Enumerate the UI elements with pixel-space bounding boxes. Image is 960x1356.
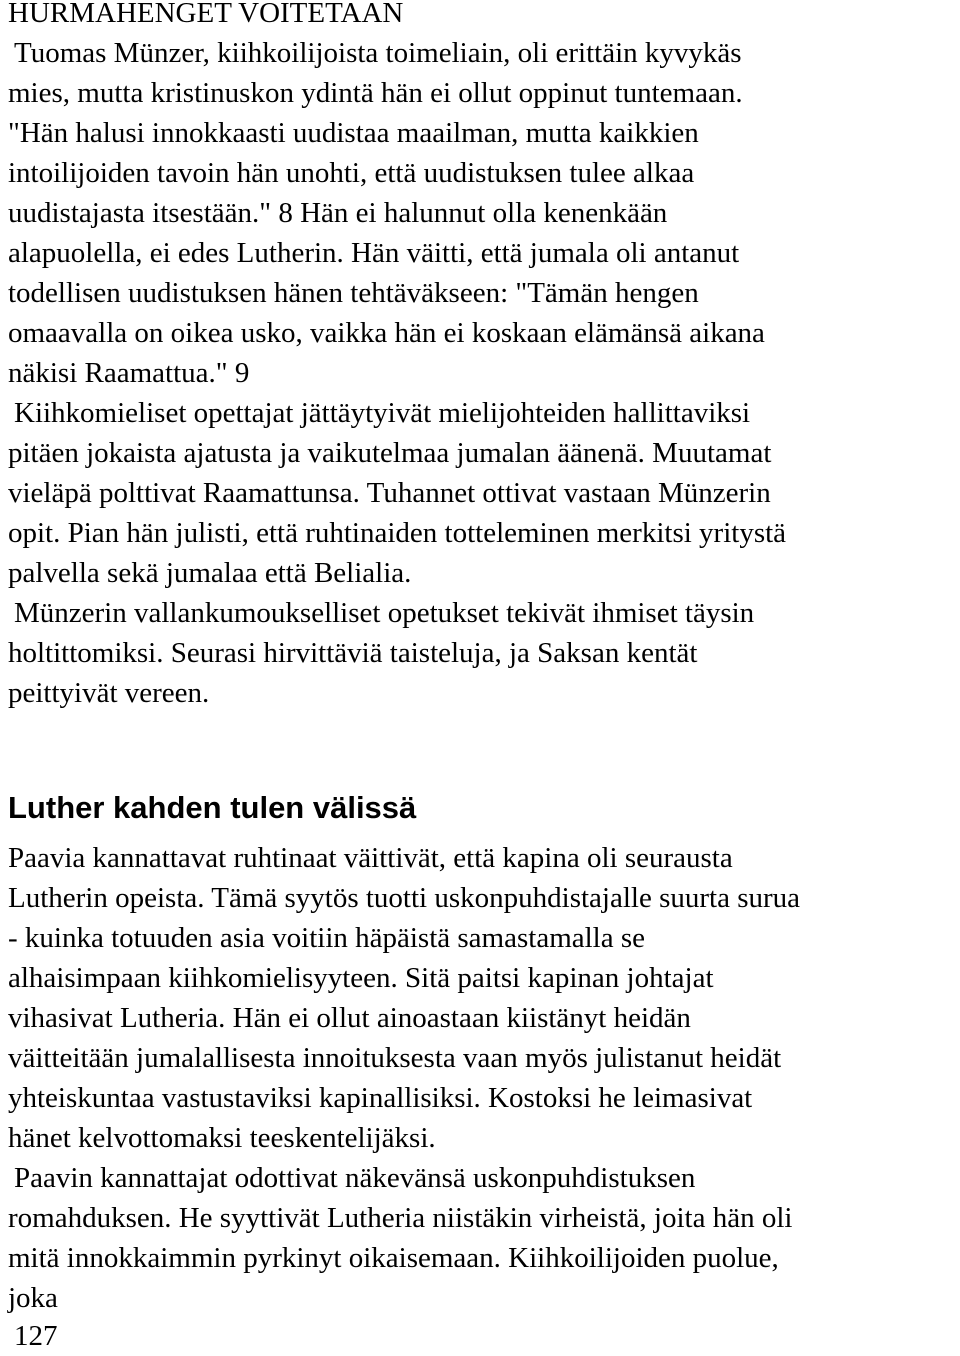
text-line: - kuinka totuuden asia voitiin häpäistä samastamalla se [8, 922, 646, 954]
text-line: "Hän halusi innokkaasti uudistaa maailman, mutta kaikkien [8, 117, 699, 149]
text-line: Tuomas Münzer, kiihkoilijoista toimeliain, oli erittäin kyvykäs [14, 37, 742, 69]
text-line: opit. Pian hän julisti, että ruhtinaiden totteleminen merkitsi yritystä [8, 517, 787, 549]
text-line: hänet kelvottomaksi teeskentelijäksi. [8, 1122, 436, 1154]
text-line: joka [8, 1282, 58, 1314]
text-line: alapuolella, ei edes Lutherin. Hän väitti, että jumala oli antanut [8, 237, 740, 269]
text-line: peittyivät vereen. [8, 677, 210, 709]
section-heading: Luther kahden tulen välissä [8, 790, 417, 825]
text-line: Paavin kannattajat odottivat näkevänsä uskonpuhdistuksen [14, 1162, 696, 1194]
text-line: omaavalla on oikea usko, vaikka hän ei koskaan elämänsä aikana [8, 317, 765, 349]
text-line: mies, mutta kristinuskon ydintä hän ei ollut oppinut tuntemaan. [8, 77, 743, 109]
text-line: vieläpä polttivat Raamattunsa. Tuhannet ottivat vastaan Münzerin [8, 477, 771, 509]
section-title: HURMAHENGET VOITETAAN [8, 0, 404, 29]
text-line: holtittomiksi. Seurasi hirvittäviä taisteluja, ja Saksan kentät [8, 637, 698, 669]
text-line: uudistajasta itsestään." 8 Hän ei halunnut olla kenenkään [8, 197, 668, 229]
text-line: Paavia kannattavat ruhtinaat väittivät, että kapina oli seurausta [8, 842, 733, 874]
text-line: pitäen jokaista ajatusta ja vaikutelmaa jumalan äänenä. Muutamat [8, 437, 772, 469]
text-line: Münzerin vallankumoukselliset opetukset tekivät ihmiset täysin [14, 597, 755, 629]
text-line: Kiihkomieliset opettajat jättäytyivät mielijohteiden hallittaviksi [14, 397, 751, 429]
text-line: näkisi Raamattua." 9 [8, 357, 250, 389]
text-line: Lutherin opeista. Tämä syytös tuotti uskonpuhdistajalle suurta surua [8, 882, 801, 914]
text-line: romahduksen. He syyttivät Lutheria niistäkin virheistä, joita hän oli [8, 1202, 793, 1234]
text-line: yhteiskuntaa vastustaviksi kapinallisiksi. Kostoksi he leimasivat [8, 1082, 753, 1114]
text-line: intoilijoiden tavoin hän unohti, että uudistuksen tulee alkaa [8, 157, 695, 189]
text-line: väitteitään jumalallisesta innoituksesta vaan myös julistanut heidät [8, 1042, 782, 1074]
page-number: 127 [14, 1320, 58, 1352]
text-line: vihasivat Lutheria. Hän ei ollut ainoastaan kiistänyt heidän [8, 1002, 691, 1034]
text-line: alhaisimpaan kiihkomielisyyteen. Sitä paitsi kapinan johtajat [8, 962, 714, 994]
text-line: todellisen uudistuksen hänen tehtäväkseen: "Tämän hengen [8, 277, 699, 309]
text-line: palvella sekä jumalaa että Belialia. [8, 557, 412, 589]
text-line: mitä innokkaimmin pyrkinyt oikaisemaan. Kiihkoilijoiden puolue, [8, 1242, 779, 1274]
